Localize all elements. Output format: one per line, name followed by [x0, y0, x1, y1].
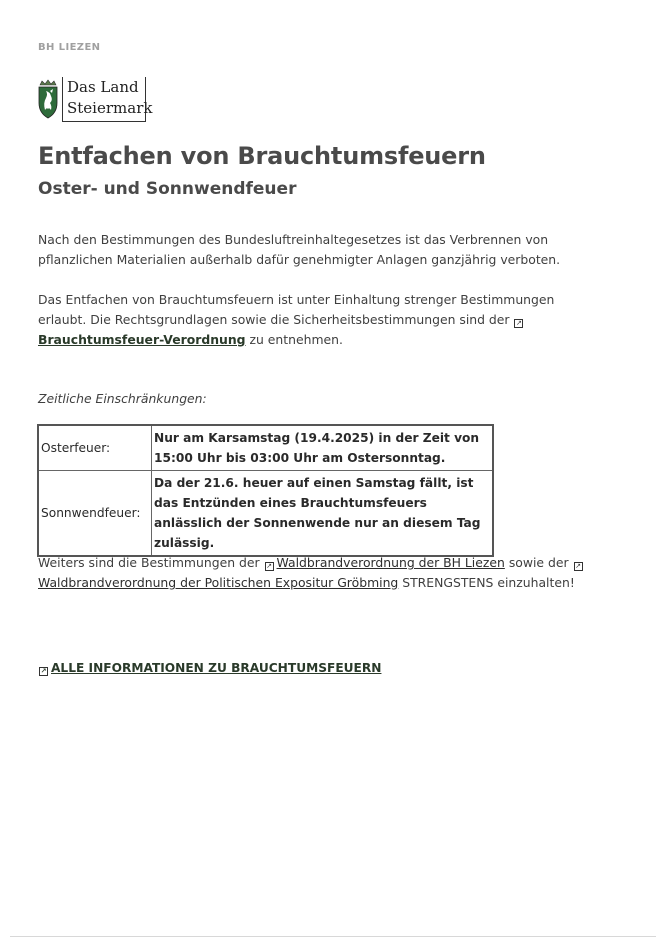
- brauchtumsfeuer-verordnung-link[interactable]: Brauchtumsfeuer-Verordnung: [38, 332, 246, 347]
- external-link-icon: ↗: [266, 562, 272, 570]
- styrian-panther-crest-icon: [37, 79, 59, 119]
- table-row: [38, 425, 493, 471]
- logo-text-box: [62, 77, 153, 122]
- forest-fire-suffix: STRENGSTENS einzuhalten!: [402, 575, 575, 590]
- row-value-osterfeuer: Nur am Karsamstag (19.4.2025) in der Zeit von 15:00 Uhr bis 03:00 Uhr am Ostersonntag.: [152, 425, 494, 471]
- logo-line-2: Steiermark: [67, 99, 153, 117]
- table-row: [38, 471, 493, 557]
- waldbrand-bh-liezen-link[interactable]: Waldbrandverordnung der BH Liezen: [276, 555, 505, 570]
- restrictions-table: [37, 424, 494, 557]
- row-label-sonnwendfeuer: Sonnwendfeuer:: [38, 471, 152, 557]
- restrictions-heading: Zeitliche Einschränkungen:: [38, 391, 207, 406]
- legal-basis-paragraph: [38, 290, 598, 350]
- page-subtitle: Oster- und Sonnwendfeuer: [38, 179, 297, 199]
- all-info-link[interactable]: [38, 661, 381, 676]
- waldbrand-groebming-link[interactable]: Waldbrandverordnung der Politischen Expositur Gröbming: [38, 575, 399, 590]
- external-link-icon: ↗: [575, 562, 581, 570]
- legal-basis-text: Das Entfachen von Brauchtumsfeuern ist unter Einhaltung strenger Bestimmungen erlaubt. Die Rechtsgrundlagen sowie die Sicherheitsbestimmungen sind der: [38, 292, 555, 327]
- intro-paragraph: Nach den Bestimmungen des Bundesluftreinhaltegesetzes ist das Verbrennen von pflanzlichen Materialien außerhalb dafür genehmigter Anlagen ganzjährig verboten.: [38, 232, 561, 267]
- row-value-sonnwendfeuer: Da der 21.6. heuer auf einen Samstag fällt, ist das Entzünden eines Brauchtumsfeuers anlässlich der Sonnenwende nur an diesem Tag zulässig.: [152, 471, 494, 557]
- page-edge-divider: [10, 936, 656, 937]
- forest-fire-middle: sowie der: [508, 555, 569, 570]
- row-label-osterfeuer: Osterfeuer:: [38, 425, 152, 471]
- logo-line-1: Das Land: [67, 78, 139, 96]
- page-title: Entfachen von Brauchtumsfeuern: [38, 142, 486, 170]
- das-land-steiermark-logo[interactable]: [37, 75, 153, 127]
- legal-basis-suffix: zu entnehmen.: [249, 332, 343, 347]
- breadcrumb[interactable]: BH LIEZEN: [38, 42, 101, 53]
- external-link-icon: ↗: [40, 667, 47, 675]
- external-link-icon: ↗: [516, 319, 522, 327]
- all-info-link-label[interactable]: ALLE INFORMATIONEN ZU BRAUCHTUMSFEUERN: [51, 661, 382, 675]
- forest-fire-prefix: Weiters sind die Bestimmungen der: [38, 555, 260, 570]
- forest-fire-paragraph: [38, 553, 598, 593]
